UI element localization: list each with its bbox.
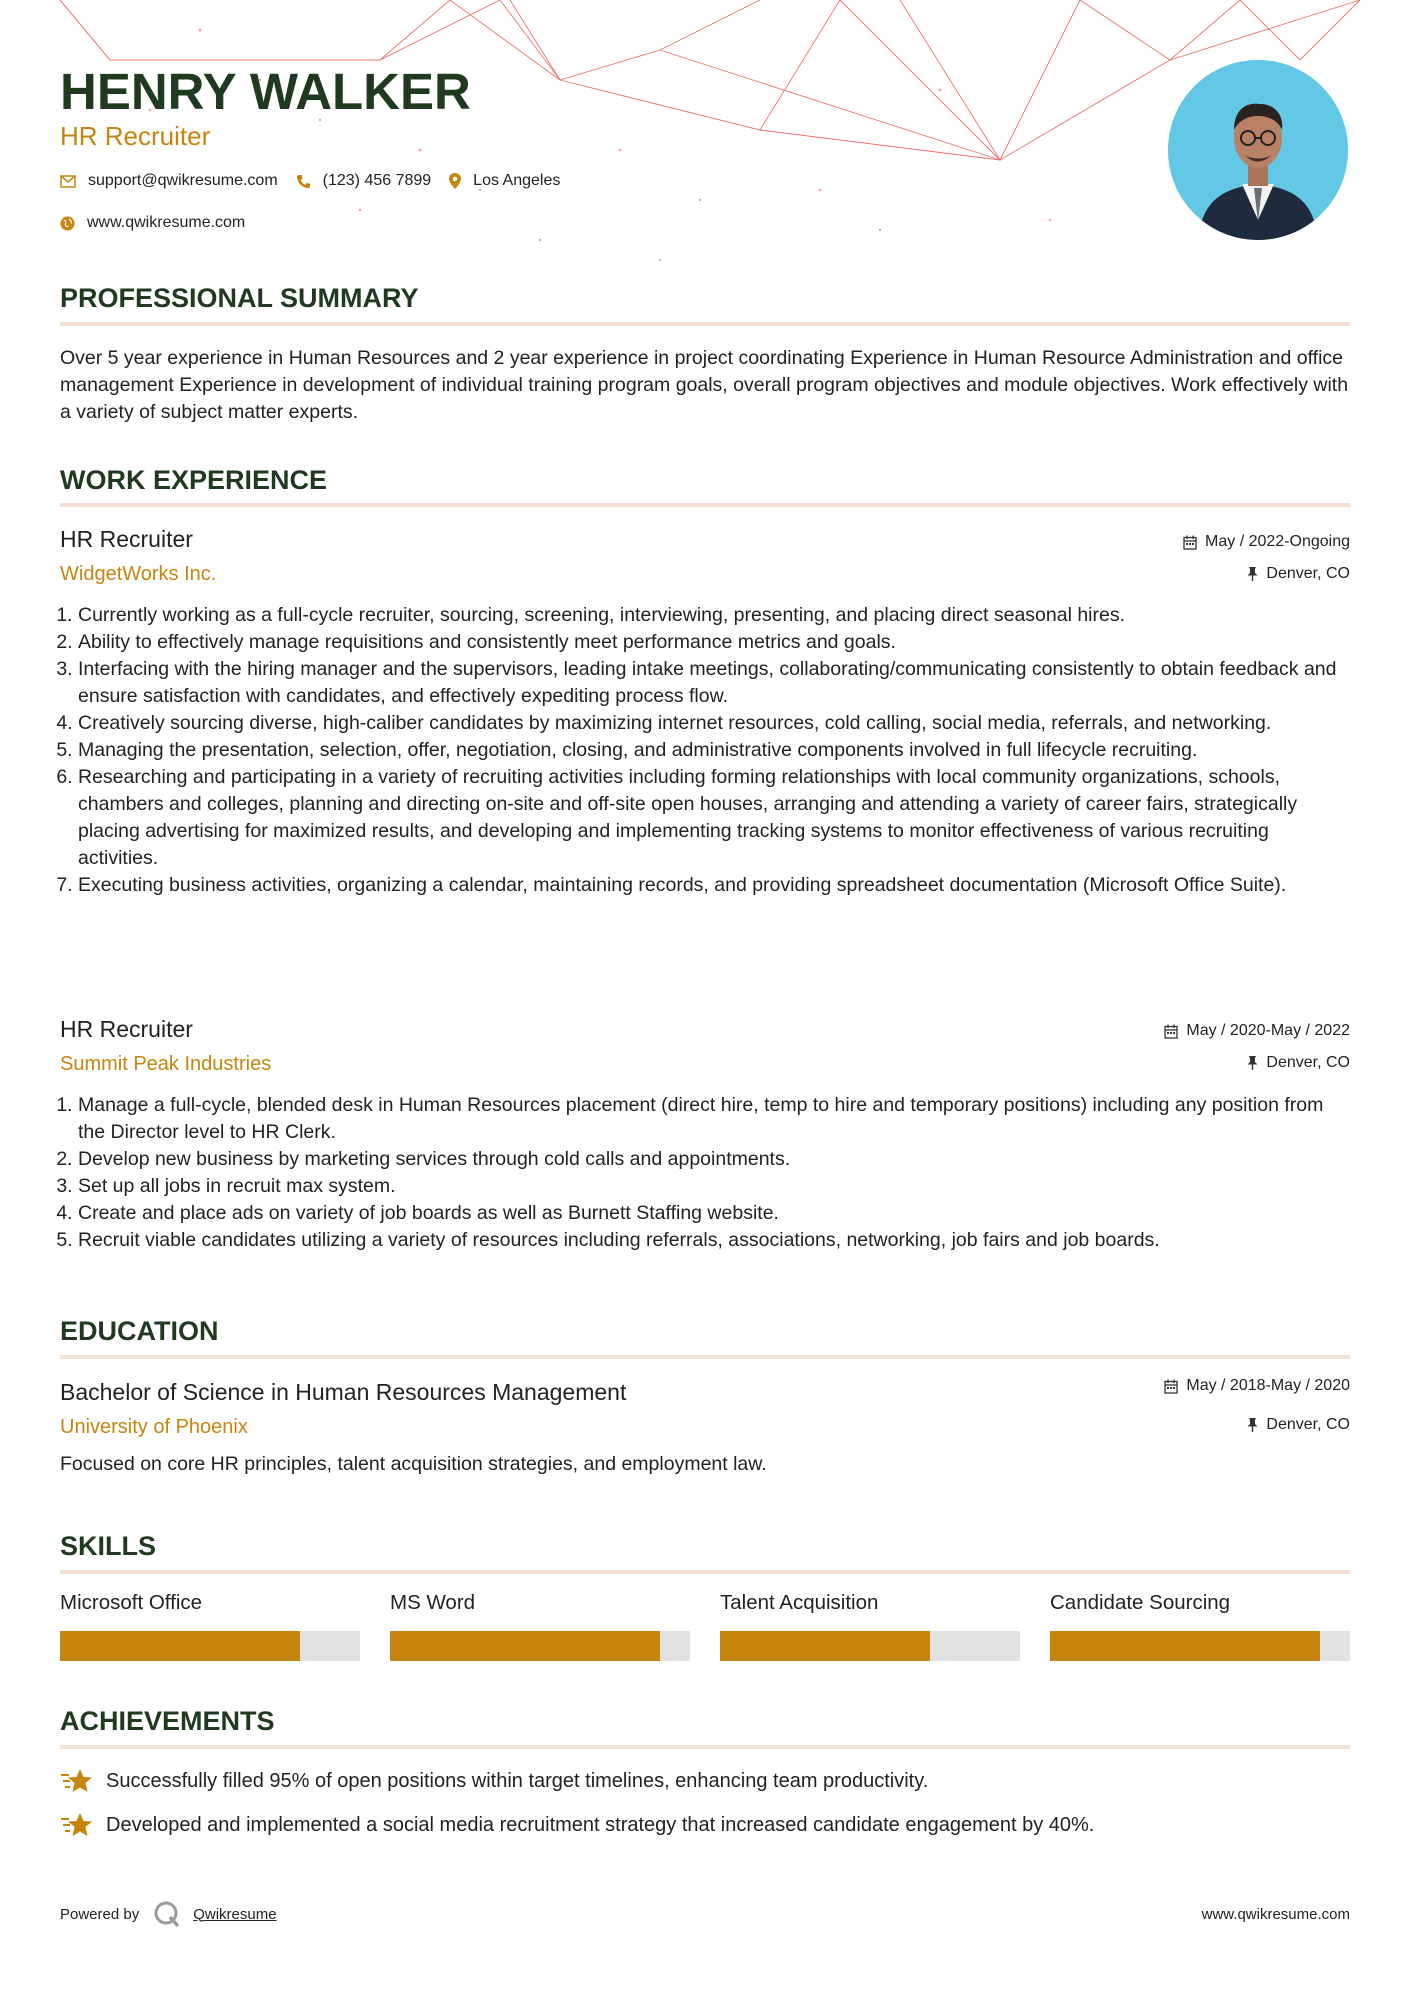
list-item: 2. Develop new business by marketing services through cold calls and appointments. [78, 1146, 1350, 1173]
contact-phone-text: (123) 456 7899 [322, 172, 432, 189]
calendar-icon [1183, 535, 1197, 550]
calendar-icon [1164, 1379, 1178, 1394]
summary-text: Over 5 year experience in Human Resources and 2 year experience in project coordinating Experience in Human Resource Administration and office management Experience in development of individual training program goals, overall program objectives and module objectives. Work effectively with a variety of subject matter experts. [60, 347, 1349, 423]
skill-label: Candidate Sourcing [1050, 1591, 1231, 1614]
education-heading: EDUCATION [60, 1316, 219, 1346]
job-2-duties [60, 1092, 1350, 1254]
candidate-role: HR Recruiter [60, 121, 211, 151]
candidate-name: HENRY WALKER [60, 63, 471, 120]
experience-divider [60, 503, 1350, 507]
skill-bar-fill [390, 1631, 660, 1661]
achievement-item [60, 1811, 1094, 1839]
pin-icon [1247, 1418, 1258, 1432]
skill-bar-track [720, 1631, 1020, 1661]
job-1-company: WidgetWorks Inc. [60, 563, 217, 585]
profile-portrait-image [1168, 60, 1348, 240]
contact-location-text: Los Angeles [473, 172, 561, 189]
job-1-location [1247, 565, 1350, 583]
job-2-title: HR Recruiter [60, 1016, 193, 1042]
achievement-item [60, 1767, 928, 1795]
list-item: 4. Create and place ads on variety of job boards as well as Burnett Staffing website. [78, 1200, 1350, 1227]
star-award-icon [60, 1811, 92, 1839]
skills-divider [60, 1570, 1350, 1574]
achievements-heading: ACHIEVEMENTS [60, 1706, 275, 1736]
job-1-duties [60, 602, 1350, 899]
contact-phone[interactable] [296, 172, 432, 190]
list-item: 7. Executing business activities, organizing a calendar, maintaining records, and providing spreadsheet documentation (Microsoft Office Suite). [78, 872, 1350, 899]
job-1-title: HR Recruiter [60, 526, 193, 552]
pin-icon [1247, 1056, 1258, 1070]
list-item: 5. Recruit viable candidates utilizing a variety of resources including referrals, associations, networking, job fairs and job boards. [78, 1227, 1350, 1254]
list-item: 3. Set up all jobs in recruit max system. [78, 1173, 1350, 1200]
skill-bar-track [60, 1631, 360, 1661]
job-1-dates-text: May / 2022-Ongoing [1205, 533, 1350, 550]
job-2-dates [1164, 1022, 1350, 1040]
star-award-icon [60, 1767, 92, 1795]
education-school: University of Phoenix [60, 1416, 248, 1438]
contact-website-text: www.qwikresume.com [87, 214, 246, 231]
education-dates [1164, 1377, 1350, 1395]
calendar-icon [1164, 1024, 1178, 1039]
skill-item [60, 1591, 360, 1661]
achievements-divider [60, 1745, 1350, 1749]
contact-row-secondary [60, 214, 263, 232]
phone-icon [296, 174, 311, 189]
envelope-icon [60, 175, 76, 188]
education-description: Focused on core HR principles, talent acquisition strategies, and employment law. [60, 1453, 767, 1475]
education-degree: Bachelor of Science in Human Resources Management [60, 1379, 627, 1405]
education-dates-text: May / 2018-May / 2020 [1186, 1377, 1350, 1394]
list-item: 3. Interfacing with the hiring manager and the supervisors, leading intake meetings, collaborating/communicating consistently to obtain feedback and ensure satisfaction with candidates, and effectively expediting process flow. [78, 656, 1350, 710]
list-item: 5. Managing the presentation, selection, offer, negotiation, closing, and administrative components involved in full lifecycle recruiting. [78, 737, 1350, 764]
footer-site-link[interactable]: www.qwikresume.com [1201, 1906, 1350, 1923]
list-item: 6. Researching and participating in a variety of recruiting activities including forming relationships with local community organizations, schools, chambers and colleges, planning and directing on-site and off-site open houses, arranging and attending a variety of career fairs, strategically placing advertising for maximized results, and developing and implementing tracking systems to monitor effectiveness of various recruiting activities. [78, 764, 1350, 872]
qwikresume-logo-icon [153, 1900, 181, 1928]
experience-heading: WORK EXPERIENCE [60, 465, 328, 495]
skills-heading: SKILLS [60, 1531, 157, 1561]
qwikresume-link[interactable]: Qwikresume [193, 1905, 277, 1923]
profile-photo [1168, 60, 1348, 240]
skill-bar-track [390, 1631, 690, 1661]
skill-bar-fill [1050, 1631, 1320, 1661]
powered-by-label: Powered by [60, 1905, 140, 1923]
achievement-text: Developed and implemented a social media recruitment strategy that increased candidate engagement by 40%. [106, 1813, 1095, 1836]
education-divider [60, 1355, 1350, 1359]
footer-powered-by [60, 1900, 277, 1928]
job-2-dates-text: May / 2020-May / 2022 [1186, 1022, 1350, 1039]
contact-website[interactable] [60, 214, 245, 232]
contact-email-text: support@qwikresume.com [88, 172, 278, 189]
skill-item [1050, 1591, 1350, 1661]
skill-item [720, 1591, 1020, 1661]
job-1-dates [1183, 533, 1350, 551]
skill-bar-track [1050, 1631, 1350, 1661]
education-location-text: Denver, CO [1266, 1416, 1350, 1433]
pin-icon [1247, 567, 1258, 581]
job-2-location [1247, 1054, 1350, 1072]
job-2-location-text: Denver, CO [1266, 1054, 1350, 1071]
skill-label: Talent Acquisition [720, 1591, 879, 1614]
globe-icon [60, 216, 75, 231]
contact-email[interactable] [60, 172, 278, 190]
summary-heading: PROFESSIONAL SUMMARY [60, 283, 419, 313]
list-item: 4. Creatively sourcing diverse, high-caliber candidates by maximizing internet resources, cold calling, social media, referrals, and networking. [78, 710, 1350, 737]
skill-label: Microsoft Office [60, 1591, 203, 1614]
list-item: 1. Manage a full-cycle, blended desk in Human Resources placement (direct hire, temp to hire and temporary positions) including any position from the Director level to HR Clerk. [78, 1092, 1350, 1146]
job-2-company: Summit Peak Industries [60, 1053, 272, 1075]
skill-label: MS Word [390, 1591, 476, 1614]
education-location [1247, 1416, 1350, 1434]
skill-bar-fill [720, 1631, 930, 1661]
skill-item [390, 1591, 690, 1661]
summary-divider [60, 322, 1350, 326]
skill-bar-fill [60, 1631, 300, 1661]
contact-row-primary [60, 172, 578, 190]
list-item: 2. Ability to effectively manage requisitions and consistently meet performance metrics and goals. [78, 629, 1350, 656]
achievement-text: Successfully filled 95% of open positions within target timelines, enhancing team productivity. [106, 1769, 929, 1792]
job-1-location-text: Denver, CO [1266, 565, 1350, 582]
contact-location [449, 172, 560, 190]
map-pin-icon [449, 173, 461, 189]
list-item: 1. Currently working as a full-cycle recruiter, sourcing, screening, interviewing, presenting, and placing direct seasonal hires. [78, 602, 1350, 629]
